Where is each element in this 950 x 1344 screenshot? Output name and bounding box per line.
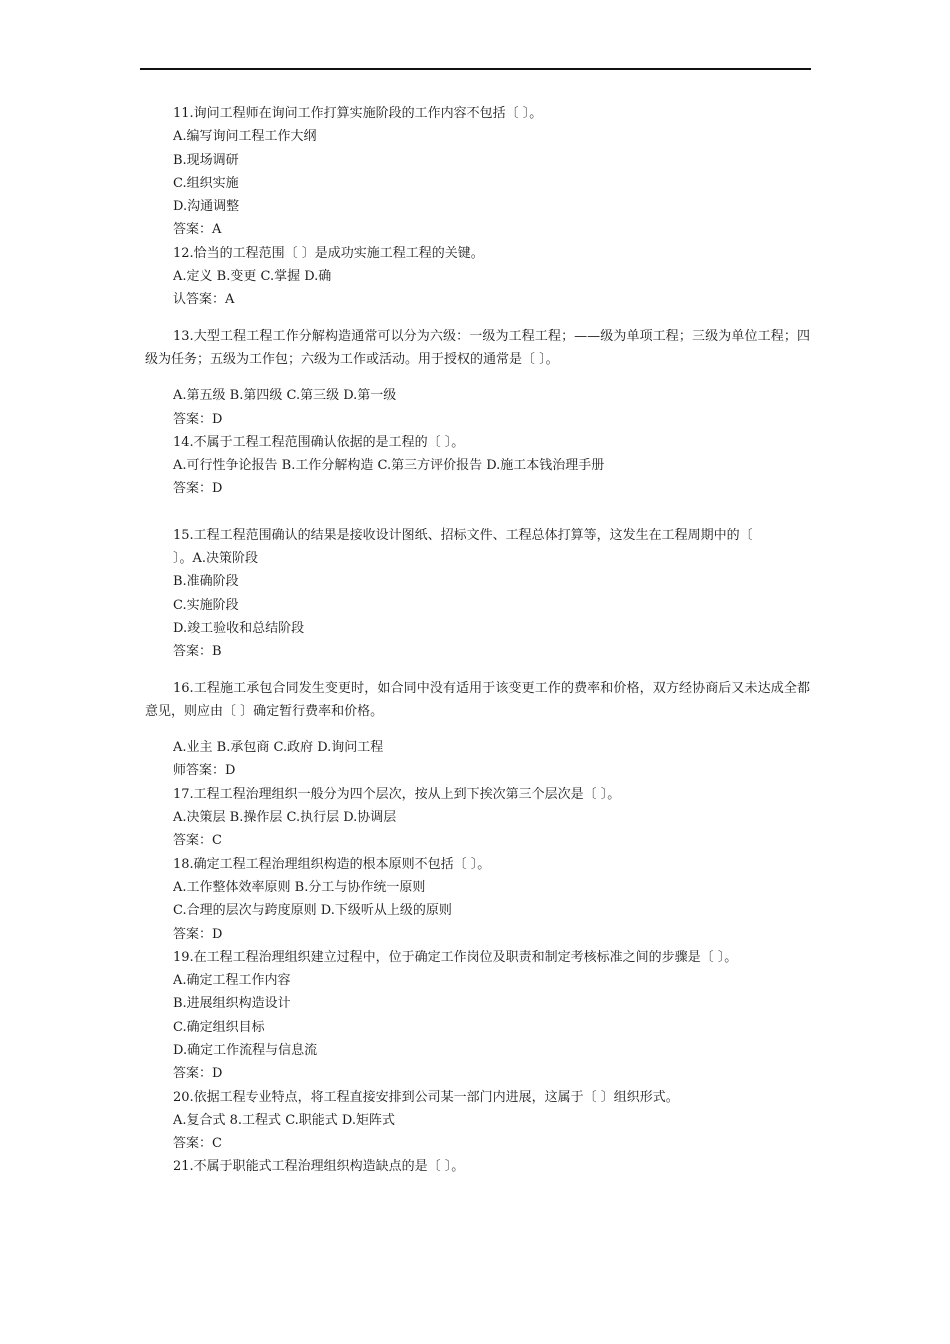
question-20: 20.依据工程专业特点，将工程直接安排到公司某一部门内进展，这属于〔 〕组织形式。 <box>173 1089 679 1105</box>
option-line: A.业主 B.承包商 C.政府 D.询问工程 <box>173 740 384 756</box>
option-line: C.实施阶段 <box>173 597 239 613</box>
option-line: A.工作整体效率原则 B.分工与协作统一原则 <box>173 879 426 895</box>
option-line: D.沟通调整 <box>173 199 240 215</box>
question-16: 16.工程施工承包合同发生变更时，如合同中没有适用于该变更工作的费率和价格，双方经协商后又未达成全都意见，则应由〔 〕确定暂行费率和价格。 <box>145 680 810 719</box>
question-15: 15.工程工程范围确认的结果是接收设计图纸、招标文件、工程总体打算等，这发生在工程周期中的〔 <box>173 527 753 543</box>
answer-line: 师答案：D <box>173 763 236 779</box>
question-21: 21.不属于职能式工程治理组织构造缺点的是〔 〕。 <box>173 1159 465 1175</box>
option-line: B.现场调研 <box>173 152 239 168</box>
answer-line: 答案：C <box>173 833 222 849</box>
question-18: 18.确定工程工程治理组织构造的根本原则不包括〔 〕。 <box>173 856 491 872</box>
option-line: A.定义 B.变更 C.掌握 D.确 <box>173 269 332 285</box>
question-17: 17.工程工程治理组织一般分为四个层次，按从上到下挨次第三个层次是〔 〕。 <box>173 786 621 802</box>
question-13: 13.大型工程工程工作分解构造通常可以分为六级：一级为工程工程；——级为单项工程；三级为单位工程；四级为任务；五级为工作包；六级为工作或活动。用于授权的通常是〔 〕。 <box>145 328 810 367</box>
question-15-continuation: 〕。A.决策阶段 <box>173 551 259 567</box>
answer-line: 认答案：A <box>173 292 235 308</box>
option-line: C.确定组织目标 <box>173 1019 265 1035</box>
question-14: 14.不属于工程工程范围确认依据的是工程的〔 〕。 <box>173 434 465 450</box>
option-line: A.确定工程工作内容 <box>173 973 291 989</box>
question-11: 11.询问工程师在询问工作打算实施阶段的工作内容不包括〔 〕。 <box>173 106 543 121</box>
question-19: 19.在工程工程治理组织建立过程中，位于确定工作岗位及职责和制定考核标准之间的步骤是〔 〕。 <box>173 949 738 965</box>
option-line: D.确定工作流程与信息流 <box>173 1042 318 1058</box>
option-line: D.竣工验收和总结阶段 <box>173 620 305 636</box>
option-line: C.合理的层次与跨度原则 D.下级听从上级的原则 <box>173 903 452 919</box>
answer-line: 答案：D <box>173 1066 223 1082</box>
option-line: A.可行性争论报告 B.工作分解构造 C.第三方评价报告 D.施工本钱治理手册 <box>173 458 605 474</box>
question-12: 12.恰当的工程范围〔 〕是成功实施工程工程的关键。 <box>173 245 484 261</box>
option-line: A.编写询问工程工作大纲 <box>173 129 317 145</box>
option-line: C.组织实施 <box>173 175 239 191</box>
option-line: B.进展组织构造设计 <box>173 996 291 1012</box>
answer-line: 答案：D <box>173 926 223 942</box>
answer-line: 答案：C <box>173 1136 222 1152</box>
answer-line: 答案：B <box>173 644 222 660</box>
document-body <box>145 102 810 1179</box>
answer-line: 答案：D <box>173 481 223 497</box>
blank-gap <box>145 501 810 524</box>
answer-line: 答案：A <box>173 222 222 238</box>
answer-line: 答案：D <box>173 411 223 427</box>
option-line: B.准确阶段 <box>173 574 239 590</box>
option-line: A.决策层 B.操作层 C.执行层 D.协调层 <box>173 810 397 826</box>
header-rule <box>140 68 811 70</box>
option-line: A.第五级 B.第四级 C.第三级 D.第一级 <box>173 388 397 404</box>
option-line: A.复合式 8.工程式 C.职能式 D.矩阵式 <box>173 1112 396 1128</box>
